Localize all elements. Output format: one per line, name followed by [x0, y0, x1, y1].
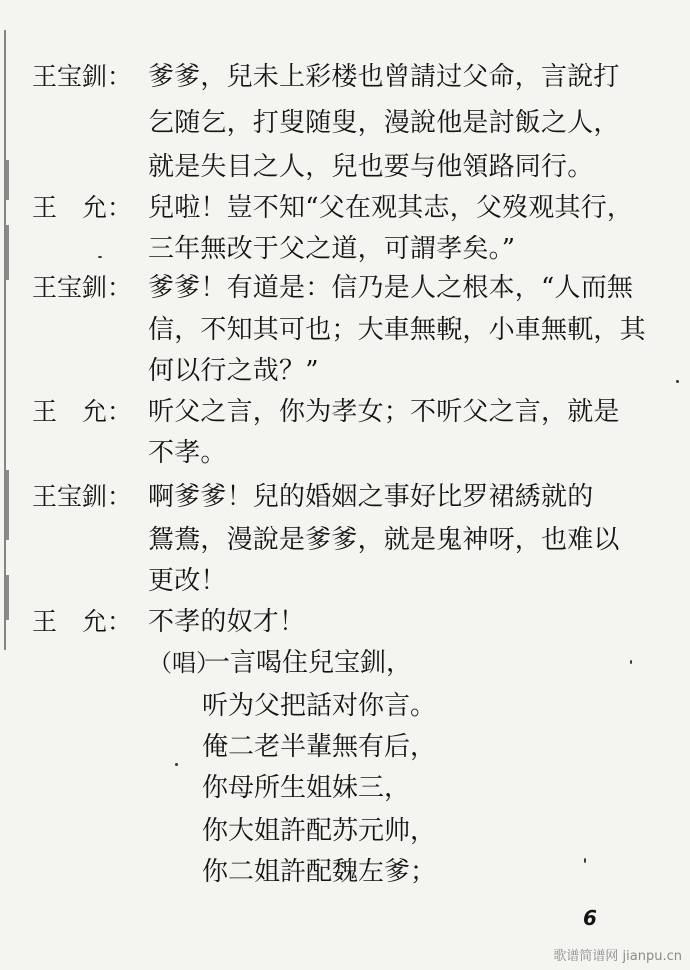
print-speck	[630, 660, 632, 664]
dialogue-text: 爹爹！有道是：信乃是人之根本，“人而無	[148, 273, 634, 303]
dialogue-line	[0, 558, 690, 604]
dialogue-line	[0, 307, 690, 353]
dialogue-text: 何以行之哉？”	[148, 356, 319, 386]
watermark: 歌谱简谱网 jianpu.cn	[553, 949, 682, 964]
dialogue-text: 乞随乞，打叟随叟，漫說他是討飯之人，	[148, 108, 620, 138]
dialogue-text: 爹爹，兒未上彩楼也曾請过父命，言說打	[148, 62, 620, 92]
song-line	[0, 683, 690, 729]
speaker-name: 王宝釧：	[32, 273, 133, 302]
speaker-name: 王宝釧：	[32, 62, 133, 91]
dialogue-line	[0, 348, 690, 394]
dialogue-line	[0, 144, 690, 190]
dialogue-text: 啊爹爹！兒的婚姻之事好比罗裙綉就的	[148, 482, 594, 512]
dialogue-text: 兒啦！豈不知“父在观其志，父歿观其行，	[148, 193, 634, 223]
speaker-name: 王 允：	[32, 607, 133, 636]
dialogue-text: 三年無改于父之道，可謂孝矣。”	[148, 234, 516, 264]
dialogue-line	[0, 474, 690, 520]
song-line	[0, 849, 690, 895]
song-line	[0, 765, 690, 811]
dialogue-text: 不孝。	[148, 438, 227, 468]
dialogue-line	[0, 430, 690, 476]
dialogue-text: 听父之言，你为孝女；不听父之言，就是	[148, 397, 620, 427]
dialogue-line	[0, 185, 690, 231]
print-speck	[98, 256, 102, 258]
print-speck	[676, 380, 679, 383]
sing-label: （唱）	[148, 649, 220, 677]
song-text: 俺二老半輩無有后，	[202, 732, 437, 762]
song-text: 听为父把話对你言。	[202, 691, 437, 721]
page-number: 6	[583, 906, 597, 930]
dialogue-line	[0, 517, 690, 563]
song-line	[0, 724, 690, 770]
speaker-name: 王 允：	[32, 193, 133, 222]
dialogue-text: 更改！	[148, 566, 227, 596]
song-line	[0, 640, 690, 686]
dialogue-text: 不孝的奴才！	[148, 607, 306, 637]
song-text: 你大姐許配苏元帅，	[202, 816, 437, 846]
dialogue-line	[0, 100, 690, 146]
song-text: 你二姐許配魏左爹；	[202, 857, 437, 887]
song-text: 一言喝住兒宝釧，	[204, 648, 413, 678]
dialogue-text: 信，不知其可也；大車無輗，小車無軏，其	[148, 315, 646, 345]
speaker-name: 王 允：	[32, 397, 133, 426]
song-text: 你母所生姐妹三，	[202, 773, 411, 803]
song-line	[0, 808, 690, 854]
dialogue-text: 鴛鴦，漫說是爹爹，就是鬼神呀，也难以	[148, 525, 620, 555]
dialogue-text: 就是失目之人，兒也要与他領路同行。	[148, 152, 594, 182]
print-speck	[584, 858, 586, 863]
dialogue-line	[0, 265, 690, 311]
print-speck	[175, 763, 178, 766]
speaker-name: 王宝釧：	[32, 482, 133, 511]
dialogue-line	[0, 389, 690, 435]
dialogue-line	[0, 599, 690, 645]
dialogue-line	[0, 54, 690, 100]
